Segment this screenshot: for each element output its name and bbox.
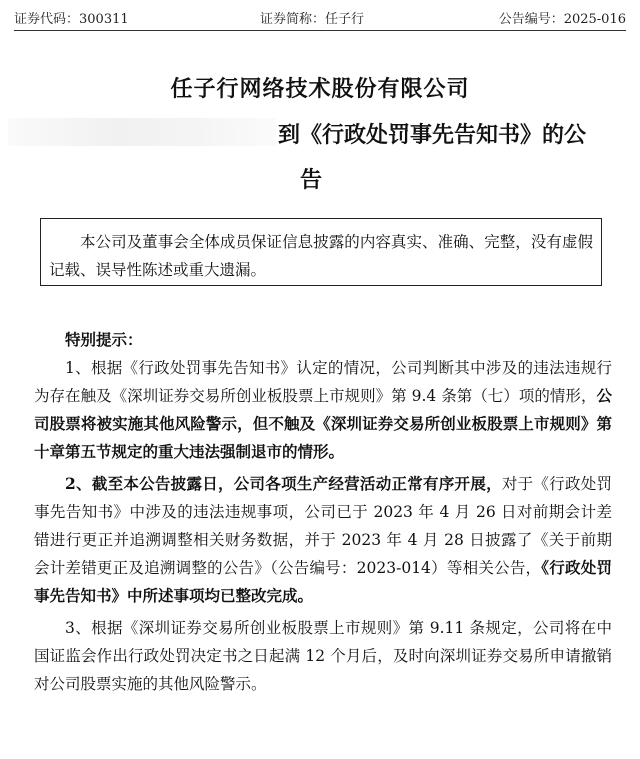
notice-title-line2: 到《行政处罚事先告知书》的公: [278, 122, 587, 148]
blurred-title-region: [8, 118, 276, 146]
special-notice-section: [34, 326, 612, 698]
paragraph-2-bold-lead: 2、截至本公告披露日，公司各项生产经营活动正常有序开展，: [65, 474, 502, 493]
paragraph-2-bold-tail: 《行政处罚事先告知书》中所述事项均已整改完成。: [34, 558, 612, 605]
document-header: [14, 8, 626, 28]
special-notice-heading: 特别提示：: [65, 330, 143, 349]
paragraph-1: [34, 354, 612, 466]
disclosure-statement-text: 本公司及董事会全体成员保证信息披露的内容真实、准确、完整，没有虚假记载、误导性陈述或重大遗漏。: [49, 233, 593, 279]
company-title: 任子行网络技术股份有限公司: [170, 76, 470, 102]
stock-code: 证券代码：300311: [14, 12, 129, 27]
notice-number: 公告编号：2025-016: [498, 12, 626, 27]
paragraph-2: [34, 470, 612, 610]
paragraph-1-bold: 公司股票将被实施其他风险警示，但不触及《深圳证券交易所创业板股票上市规则》第十章第五节规定的重大违法强制退市的情形。: [34, 386, 612, 461]
paragraph-2-text: 对于《行政处罚事先告知书》中涉及的违法违规事项，公司已于 2023 年 4 月 26 日对前期会计差错进行更正并追溯调整相关财务数据，并于 2023 年 4 月 28 日披露了《关于前期会计差错更正及追溯调整的公告》（公告编号：2023-014）等相关公告，: [34, 475, 612, 577]
header-divider: [14, 30, 626, 31]
disclosure-statement-box: [40, 218, 602, 286]
paragraph-3: 3、根据《深圳证券交易所创业板股票上市规则》第 9.11 条规定，公司将在中国证监会作出行政处罚决定书之日起满 12 个月后，及时向深圳证券交易所申请撤销对公司股票实施的其他风险警示。: [34, 619, 612, 693]
notice-title-line3: 告: [300, 167, 323, 193]
paragraph-1-text: 1、根据《行政处罚事先告知书》认定的情况，公司判断其中涉及的违法违规行为存在触及《深圳证券交易所创业板股票上市规则》第 9.4 条第（七）项的情形，: [34, 359, 612, 405]
stock-short-name: 证券简称：任子行: [260, 12, 365, 27]
